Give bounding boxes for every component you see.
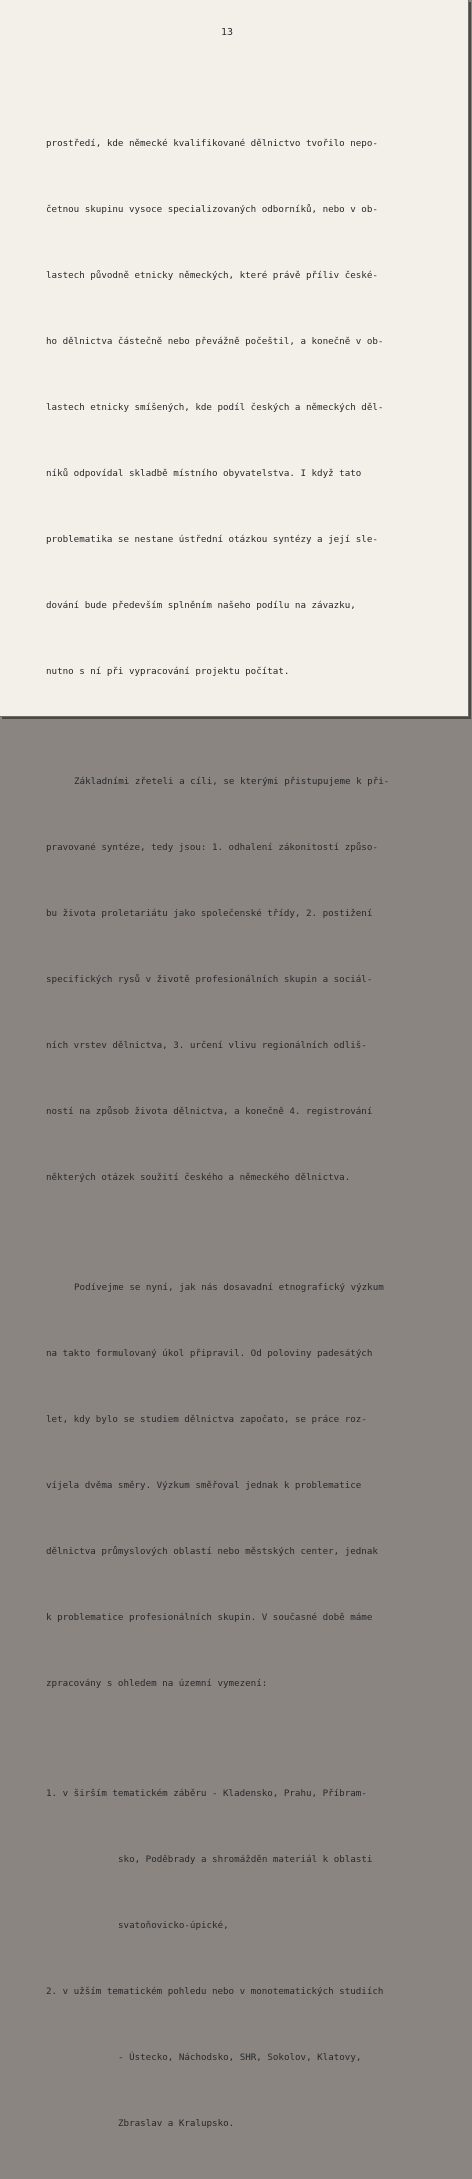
text-line: nutno s ní při vypracování projektu počítat. xyxy=(46,666,290,677)
text-line: bu života proletariátu jako společenské třídy, 2. postižení xyxy=(46,908,373,919)
list-item-continuation: svatoňovicko-úpické, xyxy=(118,1920,229,1931)
text-line: prostředí, kde německé kvalifikované dělnictvo tvořilo nepo- xyxy=(46,138,378,149)
text-line: let, kdy bylo se studiem dělnictva započato, se práce roz- xyxy=(46,1414,367,1425)
list-item: 2. v užším tematickém pohledu nebo v monotematických studiích xyxy=(46,1986,384,1997)
text-line: dělnictva průmyslových oblastí nebo městských center, jednak xyxy=(46,1546,378,1557)
text-line: níků odpovídal skladbě místního obyvatelstva. I když tato xyxy=(46,468,362,479)
text-line: lastech etnicky smíšených, kde podíl českých a německých děl- xyxy=(46,402,384,413)
body-text xyxy=(46,67,451,2179)
text-line: četnou skupinu vysoce specializovaných odborníků, nebo v ob- xyxy=(46,204,378,215)
text-line: k problematice profesionálních skupin. V současné době máme xyxy=(46,1612,373,1623)
text-line: pravované syntéze, tedy jsou: 1. odhalení zákonitostí způso- xyxy=(46,842,378,853)
text-line: dování bude především splněním našeho podílu na závazku, xyxy=(46,600,356,611)
text-line: problematika se nestane ústřední otázkou syntézy a její sle- xyxy=(46,534,378,545)
list-item-continuation: - Ústecko, Náchodsko, SHR, Sokolov, Klatovy, xyxy=(118,2052,362,2063)
text-line: ho dělnictva částečně nebo převážně počeštil, a konečně v ob- xyxy=(46,336,384,347)
text-line: na takto formulovaný úkol připravil. Od poloviny padesátých xyxy=(46,1348,373,1359)
text-line: ností na způsob života dělnictva, a konečně 4. registrování xyxy=(46,1106,373,1117)
text-line: Základními zřeteli a cíli, se kterými přistupujeme k při- xyxy=(74,776,390,787)
list-item: 1. v širším tematickém záběru - Kladensko, Prahu, Příbram- xyxy=(46,1788,367,1799)
text-line: Podívejme se nyní, jak nás dosavadní etnografický výzkum xyxy=(74,1282,384,1293)
text-line: specifických rysů v životě profesionálních skupin a sociál- xyxy=(46,974,373,985)
text-line: víjela dvěma směry. Výzkum směřoval jednak k problematice xyxy=(46,1480,362,1491)
list-item-continuation: sko, Poděbrady a shromážděn materiál k oblasti xyxy=(118,1854,373,1865)
list-item-continuation: Zbraslav a Kralupsko. xyxy=(118,2118,235,2129)
text-line: zpracovány s ohledem na územní vymezení: xyxy=(46,1678,268,1689)
text-line: ních vrstev dělnictva, 3. určení vlivu regionálních odliš- xyxy=(46,1040,367,1051)
text-line: některých otázek soužití českého a německého dělnictva. xyxy=(46,1172,351,1183)
page-number: 13 xyxy=(221,27,234,38)
text-line: lastech původně etnicky německých, které právě příliv české- xyxy=(46,270,378,281)
